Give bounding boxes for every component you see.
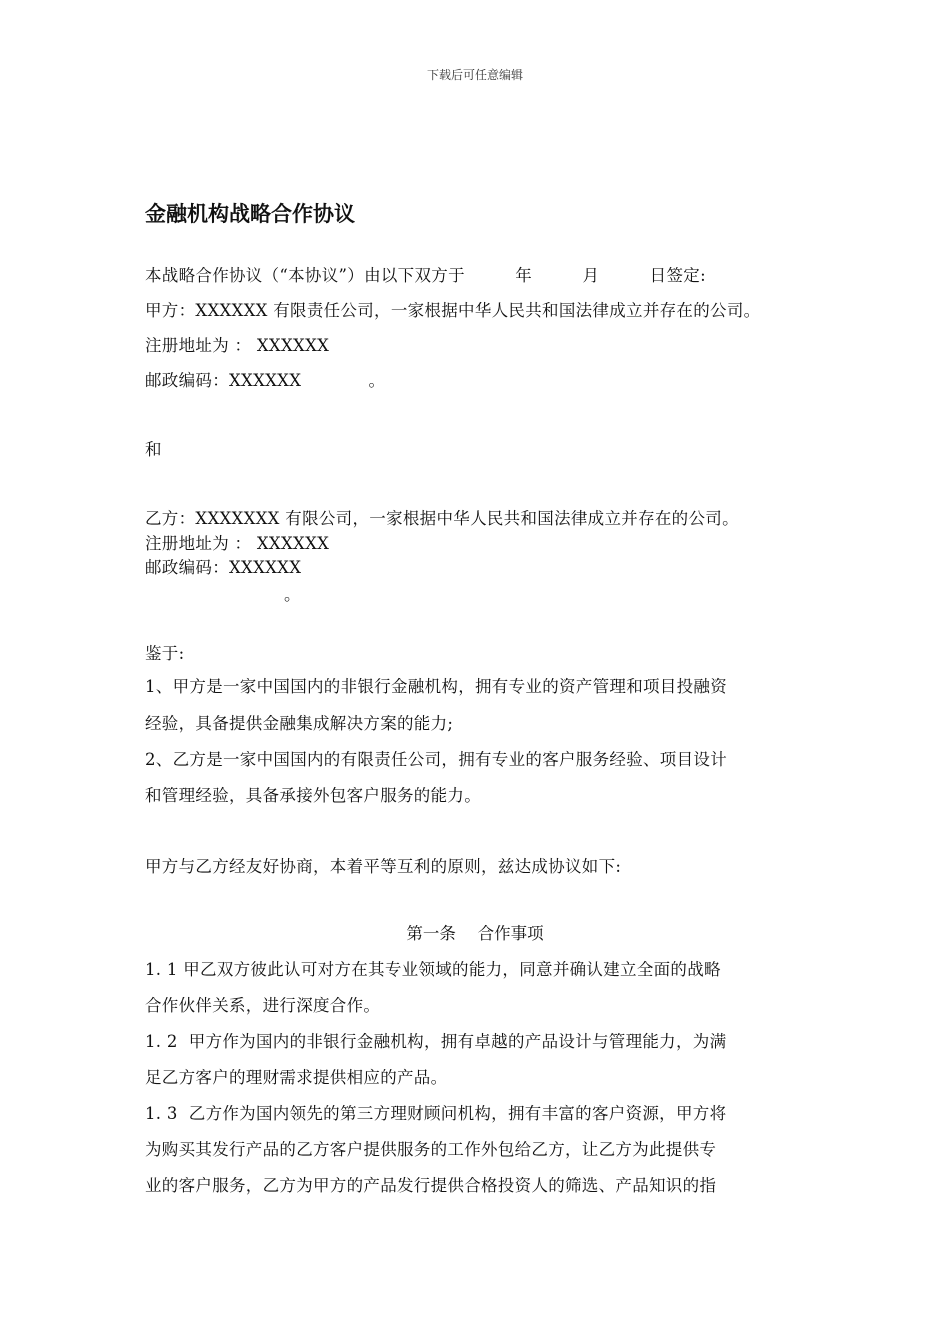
whereas-item1-line2: 经验，具备提供金融集成解决方案的能力; — [145, 714, 454, 733]
and-text: 和 — [145, 440, 162, 459]
party-b-line: 乙方：XXXXXXX 有限公司，一家根据中华人民共和国法律成立并存在的公司。 — [145, 509, 739, 528]
party-b-period: 。 — [284, 585, 301, 604]
clause-1-2-line1: 1. 2 甲方作为国内的非银行金融机构，拥有卓越的产品设计与管理能力，为满 — [145, 1032, 727, 1051]
document-title: 金融机构战略合作协议 — [145, 202, 355, 226]
clause-1-1-line2: 合作伙伴关系，进行深度合作。 — [145, 996, 381, 1015]
agreement-line: 甲方与乙方经友好协商，本着平等互利的原则，兹达成协议如下: — [145, 857, 622, 876]
whereas-item2-line2: 和管理经验，具备承接外包客户服务的能力。 — [145, 786, 481, 805]
party-a-address: 注册地址为 ： XXXXXX — [145, 336, 330, 355]
clause-1-3-line1: 1. 3 乙方作为国内领先的第三方理财顾问机构，拥有丰富的客户资源，甲方将 — [145, 1104, 727, 1123]
article1-heading: 第一条 合作事项 — [406, 924, 544, 943]
clause-1-3-line2: 为购买其发行产品的乙方客户提供服务的工作外包给乙方，让乙方为此提供专 — [145, 1140, 717, 1159]
whereas-item2-line1: 2、乙方是一家中国国内的有限责任公司，拥有专业的客户服务经验、项目设计 — [145, 750, 727, 769]
party-a-postcode: 邮政编码：XXXXXX 。 — [145, 371, 386, 390]
party-b-address: 注册地址为 ： XXXXXX — [145, 534, 330, 553]
page-header: 下载后可任意编辑 — [426, 68, 523, 82]
whereas-heading: 鉴于: — [145, 644, 185, 663]
clause-1-1-line1: 1. 1 甲乙双方彼此认可对方在其专业领域的能力，同意并确认建立全面的战略 — [145, 960, 721, 979]
party-a-line: 甲方：XXXXXX 有限责任公司，一家根据中华人民共和国法律成立并存在的公司。 — [145, 301, 761, 320]
whereas-item1-line1: 1、甲方是一家中国国内的非银行金融机构，拥有专业的资产管理和项目投融资 — [145, 677, 727, 696]
party-b-postcode: 邮政编码：XXXXXX — [145, 558, 302, 577]
clause-1-3-line3: 业的客户服务，乙方为甲方的产品发行提供合格投资人的筛选、产品知识的指 — [145, 1176, 717, 1195]
clause-1-2-line2: 足乙方客户的理财需求提供相应的产品。 — [145, 1068, 448, 1087]
signing-line: 本战略合作协议（“本协议”）由以下双方于 年 月 日签定: — [145, 266, 706, 285]
